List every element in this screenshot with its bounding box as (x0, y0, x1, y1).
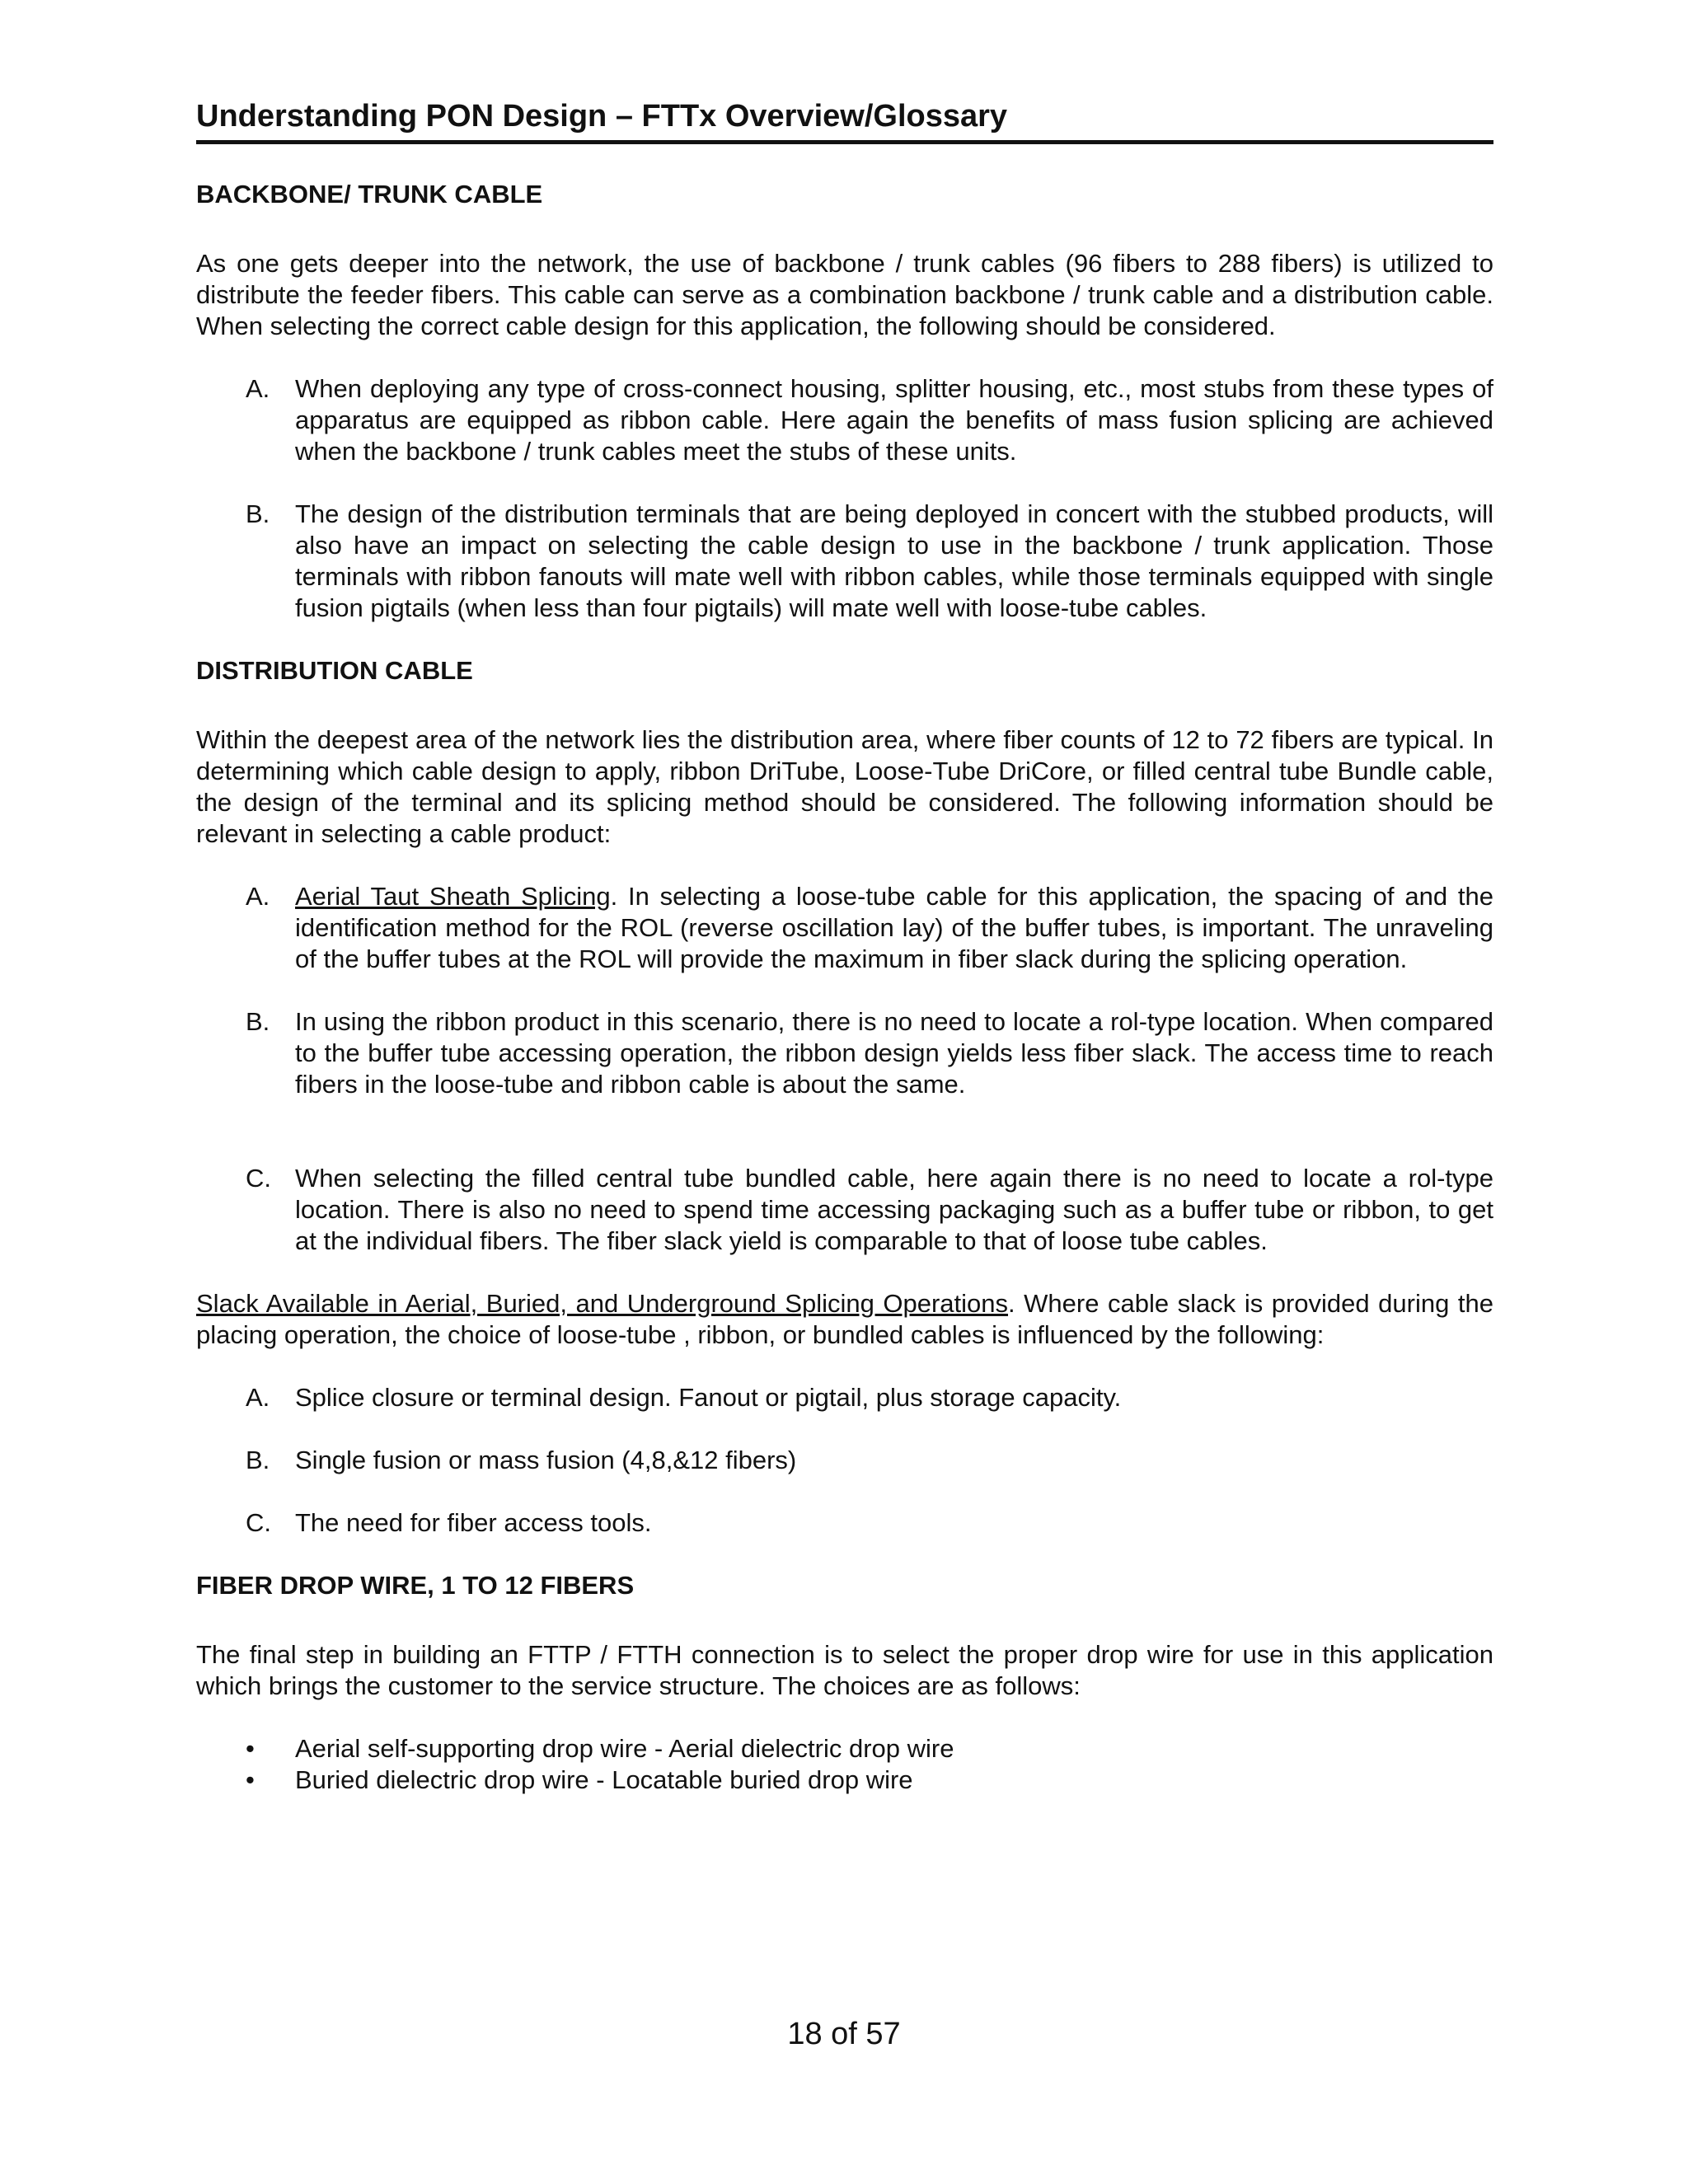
slack-list-item-a (196, 1382, 1493, 1413)
list-text: Splice closure or terminal design. Fanout or pigtail, plus storage capacity. (295, 1383, 1122, 1412)
section-heading-drop-wire: FIBER DROP WIRE, 1 TO 12 FIBERS (196, 1571, 635, 1600)
list-text-rest: . In selecting a loose-tube cable for this application, the spacing of and the identification method for the ROL (reverse oscillation lay) of the buffer tubes, is important. The unraveling of the buffer tubes at the ROL will provide the maximum in fiber slack during the splicing operation. (295, 882, 1493, 973)
slack-list-item-b (196, 1445, 1493, 1476)
underlined-term: Aerial Taut Sheath Splicing (295, 882, 611, 911)
document-page (196, 97, 1493, 1796)
list-marker: B. (246, 1446, 270, 1474)
backbone-intro-paragraph: As one gets deeper into the network, the use of backbone / trunk cables (96 fibers to 288 fibers) is utilized to distribute the feeder fibers. This cable can serve as a combination backbone / trunk cable and a distribution cable. When selecting the correct cable design for this application, the following should be considered. (196, 249, 1493, 340)
list-marker: A. (246, 882, 270, 911)
list-marker: C. (246, 1508, 271, 1537)
list-marker: A. (246, 1383, 270, 1412)
page-header-title: Understanding PON Design – FTTx Overview/Glossary (196, 97, 1493, 144)
section-heading-distribution: DISTRIBUTION CABLE (196, 656, 473, 685)
list-marker: B. (246, 1007, 270, 1036)
bullet-marker: • (246, 1765, 255, 1794)
drop-wire-bullet-1 (196, 1733, 1493, 1765)
drop-wire-bullet-2 (196, 1765, 1493, 1796)
list-text: The design of the distribution terminals that are being deployed in concert with the stubbed products, will also have an impact on selecting the cable design to use in the backbone / trunk application. Those terminals with ribbon fanouts will mate well with ribbon cables, while those terminals equipped with single fusion pigtails (when less than four pigtails) will mate well with loose-tube cables. (295, 499, 1493, 622)
backbone-list-item-a (196, 373, 1493, 467)
list-marker: C. (246, 1164, 271, 1193)
bullet-text: Buried dielectric drop wire - Locatable buried drop wire (295, 1765, 913, 1794)
list-marker: B. (246, 499, 270, 528)
distribution-list-item-c (196, 1163, 1493, 1257)
slack-paragraph-text: . Where cable slack is provided during the placing operation, the choice of loose-tube , ribbon, or bundled cables is influenced by the following: (196, 1289, 1493, 1349)
section-heading-backbone: BACKBONE/ TRUNK CABLE (196, 180, 543, 209)
bullet-text: Aerial self-supporting drop wire - Aerial dielectric drop wire (295, 1734, 954, 1763)
distribution-intro-paragraph: Within the deepest area of the network lies the distribution area, where fiber counts of 12 to 72 fibers are typical. In determining which cable design to apply, ribbon DriTube, Loose-Tube DriCore, or filled central tube Bundle cable, the design of the terminal and its splicing method should be considered. The following information should be relevant in selecting a cable product: (196, 725, 1493, 848)
list-text (295, 881, 1493, 975)
slack-list-item-c (196, 1507, 1493, 1539)
list-text: When selecting the filled central tube bundled cable, here again there is no need to locate a rol-type location. There is also no need to spend time accessing packaging such as a buffer tube or ribbon, to get at the individual fibers. The fiber slack yield is comparable to that of loose tube cables. (295, 1164, 1493, 1255)
distribution-list-item-b (196, 1006, 1493, 1100)
page-number: 18 of 57 (787, 2017, 901, 2051)
list-text: When deploying any type of cross-connect housing, splitter housing, etc., most stubs from these types of apparatus are equipped as ribbon cable. Here again the benefits of mass fusion splicing are achieved when the backbone / trunk cables meet the stubs of these units. (295, 374, 1493, 466)
bullet-marker: • (246, 1734, 255, 1763)
list-text: The need for fiber access tools. (295, 1508, 652, 1537)
list-text: In using the ribbon product in this scenario, there is no need to locate a rol-type location. When compared to the buffer tube accessing operation, the ribbon design yields less fiber slack. The access time to reach fibers in the loose-tube and ribbon cable is about the same. (295, 1007, 1493, 1099)
distribution-list-item-a (196, 881, 1493, 975)
backbone-list-item-b (196, 499, 1493, 624)
slack-paragraph (196, 1288, 1493, 1351)
list-marker: A. (246, 374, 270, 403)
list-text: Single fusion or mass fusion (4,8,&12 fibers) (295, 1446, 797, 1474)
underlined-term: Slack Available in Aerial, Buried, and Underground Splicing Operations (196, 1289, 1009, 1318)
drop-wire-intro-paragraph: The final step in building an FTTP / FTTH connection is to select the proper drop wire for use in this application which brings the customer to the service structure. The choices are as follows: (196, 1640, 1493, 1700)
